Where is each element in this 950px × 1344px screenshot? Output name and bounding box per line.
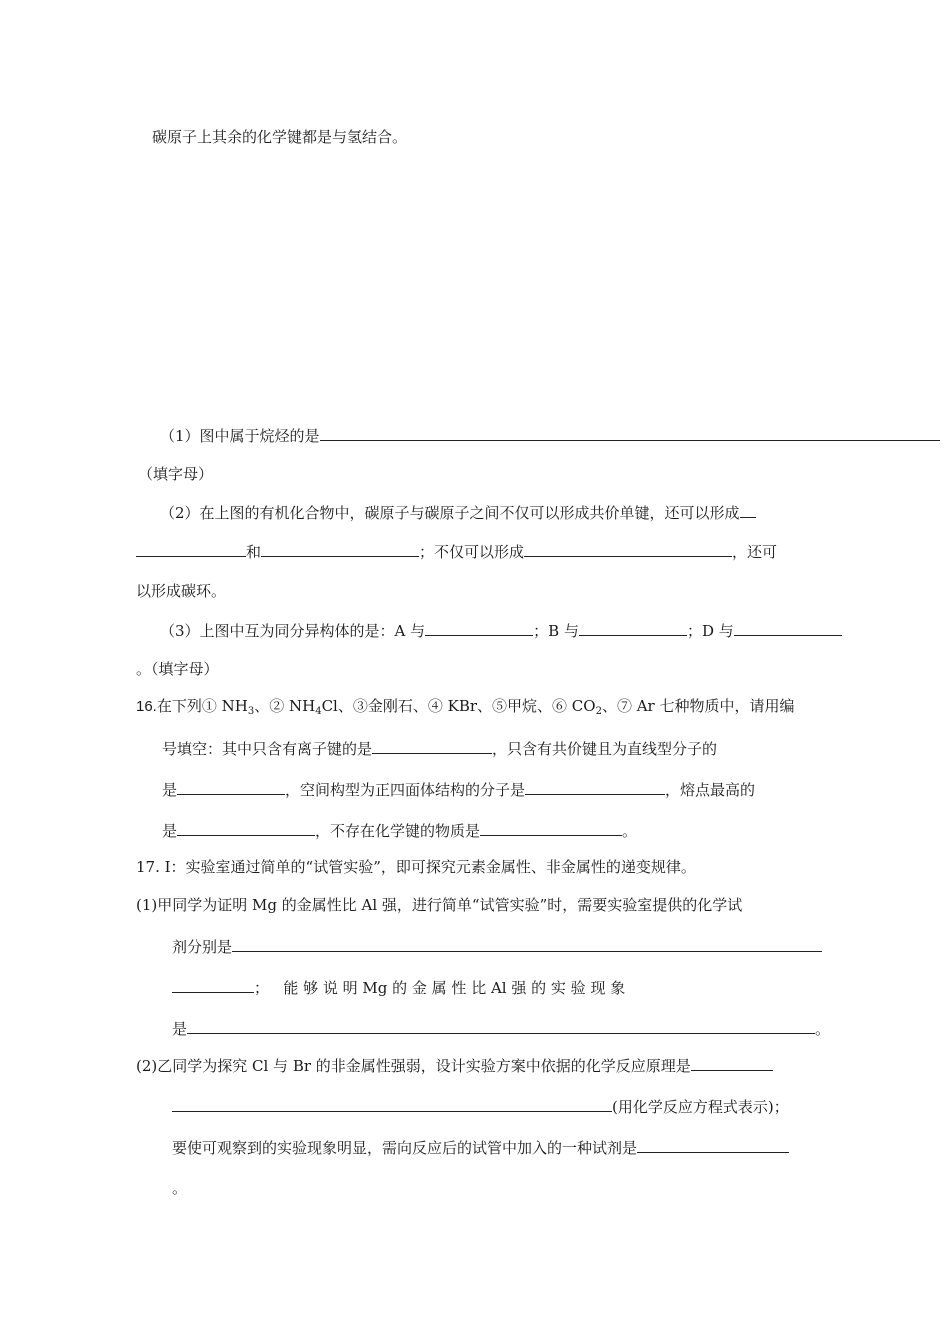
q15-part2-line2	[136, 541, 777, 562]
q17-part2-blank-start[interactable]	[691, 1055, 773, 1071]
q16-blank-no-bond[interactable]	[480, 820, 622, 836]
q16-sub-1: 3	[247, 706, 255, 717]
q15-part2-blank-3[interactable]	[524, 541, 732, 557]
q16-sub-2: 4	[315, 706, 322, 717]
q17-part1-blank-reagents-cont[interactable]	[172, 977, 254, 993]
q15-part1-note: （填字母）	[138, 465, 214, 483]
q15-part2-blank-start[interactable]	[740, 502, 756, 518]
q17-part1-blank-phenomenon[interactable]	[187, 1018, 815, 1034]
q15-part2-line1	[160, 502, 756, 523]
q17-part2-line1	[136, 1055, 773, 1076]
q17-part1-line2	[172, 936, 822, 957]
q17-part2-blank-equation[interactable]	[172, 1096, 612, 1112]
q16-blank-linear[interactable]	[177, 779, 285, 795]
q17-part2-end: 。	[172, 1179, 188, 1197]
q17-part2-line3	[172, 1137, 789, 1158]
q16-line4	[162, 820, 637, 841]
q16-l3-c: ，熔点最高的	[665, 781, 756, 799]
q16-l4-c: 。	[622, 822, 638, 840]
q17-part1-reagents-label: 剂分别是	[172, 938, 233, 956]
q15-part1-blank[interactable]	[320, 425, 940, 441]
q15-part2-text-3: ，还可	[732, 543, 778, 561]
q15-part2-line3: 以形成碳环。	[136, 582, 227, 600]
q16-text-d: 、⑦ Ar 七种物质中，请用编	[601, 697, 795, 715]
q15-part2-text: （2）在上图的有机化合物中，碳原子与碳原子之间不仅可以形成共价单键，还可以形成	[160, 504, 740, 522]
q17-title: 17. Ⅰ：实验室通过简单的“试管实验”，即可探究元素金属性、非金属性的递变规律。	[136, 858, 696, 876]
q16-line1	[136, 696, 795, 722]
intro-text: 碳原子上其余的化学键都是与氢结合。	[152, 128, 408, 146]
q15-part3-blank-2[interactable]	[579, 620, 687, 636]
q15-part1-prefix: （1）图中属于烷烃的是	[160, 427, 320, 445]
q16-blank-tetrahedral[interactable]	[525, 779, 665, 795]
q17-part1-phenomenon-text: 能 够 说 明 Mg 的 金 属 性 比 Al 强 的 实 验 现 象	[283, 979, 626, 997]
q16-l4-a: 是	[162, 822, 178, 840]
q17-part1-end: 。	[815, 1020, 831, 1038]
q17-part1-is: 是	[172, 1020, 188, 1038]
q16-line2	[162, 738, 717, 759]
q17-part2-line2	[172, 1096, 789, 1117]
q17-part2-equation-note: (用化学反应方程式表示)；	[612, 1098, 789, 1116]
q17-part2-reagent-text: 要使可观察到的实验现象明显，需向反应后的试管中加入的一种试剂是	[172, 1139, 638, 1157]
q17-part1-blank-reagents[interactable]	[232, 936, 822, 952]
q16-number: 16.	[136, 698, 157, 715]
q16-text-b: 、② NH	[254, 697, 316, 715]
q15-part3-b: ；B 与	[533, 622, 579, 640]
q15-part3-end: 。（填字母）	[136, 660, 219, 678]
q16-text-a: 在下列① NH	[156, 697, 248, 715]
q16-l3-b: ，空间构型为正四面体结构的分子是	[285, 781, 526, 799]
q15-part2-blank-2[interactable]	[261, 541, 419, 557]
q16-blank-highest-mp[interactable]	[177, 820, 315, 836]
q15-part1	[160, 425, 940, 446]
q17-part1-semicolon: ；	[254, 979, 270, 997]
q17-part2-text: (2)乙同学为探究 Cl 与 Br 的非金属性强弱，设计实验方案中依据的化学反应原理是	[136, 1057, 691, 1075]
q16-l2-a: 号填空：其中只含有离子键的是	[162, 740, 373, 758]
q16-text-c: Cl、③金刚石、④ KBr、⑤甲烷、⑥ CO	[321, 697, 596, 715]
q16-line3	[162, 779, 755, 800]
q16-blank-ionic[interactable]	[372, 738, 492, 754]
q16-l2-b: ，只含有共价键且为直线型分子的	[492, 740, 718, 758]
q15-part3	[160, 620, 842, 641]
q15-part3-a: （3）上图中互为同分异构体的是：A 与	[160, 622, 426, 640]
q17-part2-blank-reagent[interactable]	[637, 1137, 789, 1153]
q17-part1-line3	[172, 977, 625, 998]
q15-part3-blank-3[interactable]	[734, 620, 842, 636]
q16-sub-3: 2	[595, 706, 602, 717]
q15-part2-blank-1[interactable]	[136, 541, 246, 557]
q15-part3-blank-1[interactable]	[425, 620, 533, 636]
q17-part1-line1: (1)甲同学为证明 Mg 的金属性比 Al 强，进行简单“试管实验”时，需要实验室提供的化学试	[136, 896, 743, 914]
q16-l3-a: 是	[162, 781, 178, 799]
q17-part1-line4	[172, 1018, 830, 1039]
q16-l4-b: ，不存在化学键的物质是	[315, 822, 481, 840]
q15-part2-text-2: ；不仅可以形成	[419, 543, 525, 561]
q15-part2-and: 和	[246, 543, 262, 561]
q15-part3-c: ；D 与	[686, 622, 734, 640]
